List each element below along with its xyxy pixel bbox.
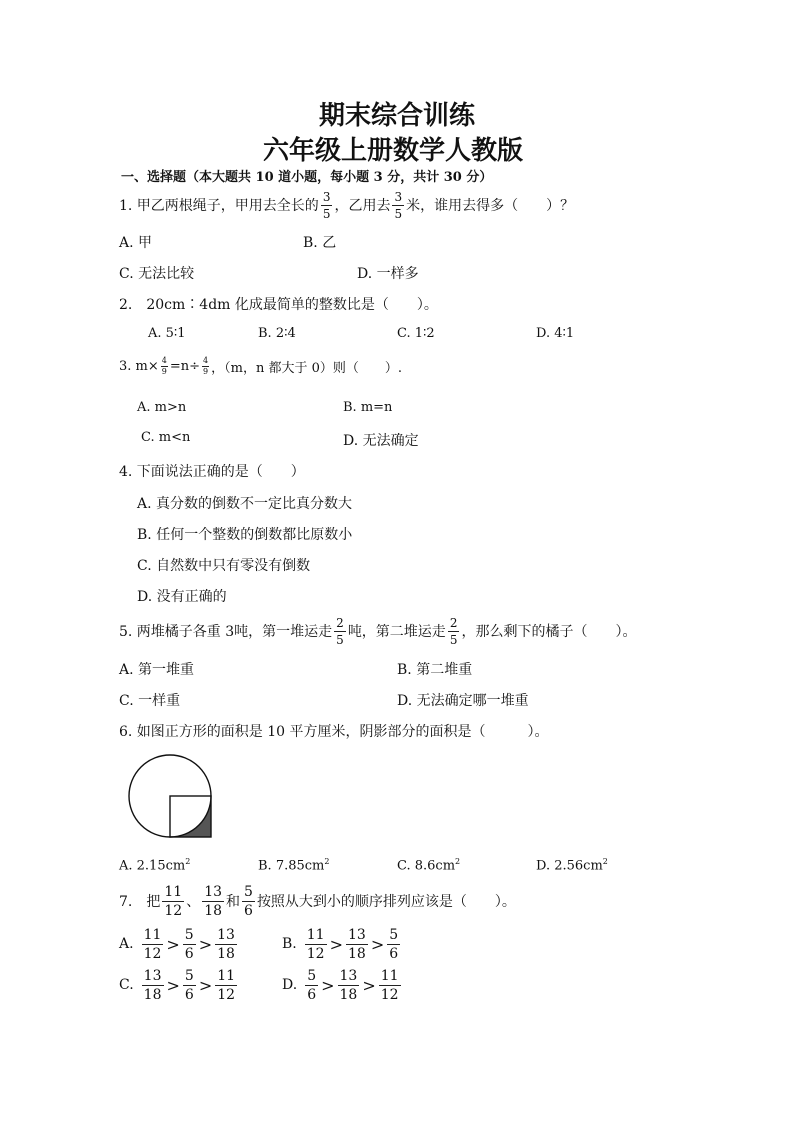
- q6-option-c[interactable]: [397, 857, 460, 873]
- option-label: B.: [282, 936, 297, 952]
- greater-than-sign: >: [321, 975, 335, 995]
- q5-fraction-2: [448, 617, 460, 646]
- superscript: 2: [602, 857, 608, 866]
- q5-fraction-1: [334, 617, 346, 646]
- numerator: 5: [184, 926, 194, 943]
- q1-fraction-2: [392, 191, 404, 220]
- q3-fraction-1: [161, 357, 168, 376]
- numerator: 2: [336, 615, 344, 630]
- option-text: D. 2.56cm: [536, 858, 603, 874]
- q7-option-b[interactable]: [282, 925, 402, 963]
- q3-option-b[interactable]: B. m=n: [343, 400, 393, 415]
- question-3-stem: [119, 352, 402, 380]
- q7-fraction-3: [242, 885, 255, 918]
- denominator: 6: [184, 986, 194, 1003]
- numerator: 11: [380, 967, 399, 984]
- q7-option-a[interactable]: [119, 925, 239, 963]
- q2-option-b[interactable]: B. 2∶4: [258, 326, 296, 341]
- q6-option-d[interactable]: [536, 857, 608, 873]
- greater-than-sign: >: [362, 975, 376, 995]
- denominator: 12: [306, 945, 325, 962]
- q6-option-b[interactable]: [258, 857, 329, 873]
- greater-than-sign: >: [166, 975, 180, 995]
- option-fraction: [305, 969, 318, 1002]
- option-fraction: [387, 928, 400, 961]
- denominator: 18: [143, 986, 162, 1003]
- denominator: 18: [347, 945, 366, 962]
- numerator: 11: [306, 926, 325, 943]
- greater-than-sign: >: [198, 975, 213, 995]
- q1-fraction-1: [321, 191, 333, 220]
- denominator: 18: [204, 902, 223, 919]
- denominator: 9: [203, 366, 209, 376]
- numerator: 13: [347, 926, 366, 943]
- option-fraction: [183, 969, 196, 1002]
- numerator: 11: [217, 967, 236, 984]
- q5-text-a: 5. 两堆橘子各重 3吨，第一堆运走: [119, 624, 333, 640]
- question-6-stem: 6. 如图正方形的面积是 10 平方厘米，阴影部分的面积是（ ）。: [119, 724, 549, 740]
- option-fraction: [142, 928, 164, 961]
- q3-option-c[interactable]: C. m<n: [141, 430, 191, 445]
- option-label: A.: [119, 936, 134, 952]
- q1-option-c[interactable]: C. 无法比较: [119, 266, 195, 282]
- q3-option-a[interactable]: A. m>n: [137, 400, 187, 415]
- q4-option-a[interactable]: A. 真分数的倒数不一定比真分数大: [137, 496, 353, 512]
- denominator: 9: [161, 366, 167, 376]
- q1-text-b: ，乙用去: [334, 198, 391, 214]
- q3-text-b: =n÷: [169, 358, 201, 374]
- q3-text-c: ，（m，n 都大于 0）则（ ）.: [211, 360, 402, 376]
- numerator: 2: [449, 615, 458, 630]
- q7-text-a: 7. 把: [119, 894, 161, 910]
- q7-separator-2: 和: [226, 894, 241, 910]
- q7-fraction-2: [202, 885, 224, 918]
- section-heading: 一、选择题（本大题共 10 道小题，每小题 3 分，共计 30 分）: [121, 170, 493, 185]
- numerator: 13: [217, 926, 235, 943]
- question-1-stem: [119, 188, 574, 222]
- denominator: 12: [380, 986, 399, 1003]
- greater-than-sign: >: [370, 934, 385, 954]
- q1-option-d[interactable]: D. 一样多: [357, 266, 419, 282]
- numerator: 13: [143, 967, 162, 984]
- q6-option-a[interactable]: [119, 857, 190, 873]
- denominator: 6: [184, 945, 194, 962]
- q7-text-b: 按照从大到小的顺序排列应该是（ ）。: [256, 894, 516, 910]
- doc-subtitle: 六年级上册数学人教版: [263, 136, 524, 166]
- denominator: 5: [336, 632, 344, 647]
- numerator: 4: [203, 355, 209, 365]
- option-fraction: [379, 969, 401, 1002]
- q2-option-c[interactable]: C. 1∶2: [397, 326, 435, 341]
- q4-option-c[interactable]: C. 自然数中只有零没有倒数: [137, 558, 311, 574]
- denominator: 12: [143, 945, 162, 962]
- denominator: 5: [322, 206, 331, 221]
- q1-option-a[interactable]: A. 甲: [119, 235, 153, 251]
- q5-text-b: 吨，第二堆运走: [347, 624, 446, 640]
- q1-text-a: 1. 甲乙两根绳子，甲用去全长的: [119, 198, 319, 214]
- q5-text-c: ，那么剩下的橘子（ ）。: [461, 624, 637, 640]
- denominator: 6: [307, 986, 317, 1003]
- doc-title: 期末综合训练: [319, 101, 476, 131]
- denominator: 5: [449, 632, 458, 647]
- option-text: A. 2.15cm: [119, 858, 186, 874]
- greater-than-sign: >: [166, 934, 180, 954]
- q1-text-c: 米，谁用去得多（ ）？: [406, 198, 575, 214]
- q4-option-d[interactable]: D. 没有正确的: [137, 589, 227, 605]
- denominator: 6: [389, 945, 399, 962]
- option-fraction: [215, 969, 237, 1002]
- numerator: 5: [307, 967, 317, 984]
- greater-than-sign: >: [198, 934, 213, 954]
- numerator: 4: [161, 355, 167, 365]
- option-label: D.: [282, 977, 298, 993]
- option-fraction: [338, 969, 360, 1002]
- numerator: 3: [394, 189, 403, 204]
- numerator: 5: [389, 926, 399, 943]
- numerator: 13: [204, 883, 223, 900]
- numerator: 5: [184, 967, 194, 984]
- q3-text-a: 3. m×: [119, 358, 159, 374]
- option-fraction: [142, 969, 164, 1002]
- q7-separator-1: 、: [186, 894, 201, 910]
- option-fraction: [305, 928, 327, 961]
- q3-fraction-2: [202, 357, 209, 376]
- denominator: 18: [217, 945, 235, 962]
- denominator: 6: [244, 902, 253, 919]
- q7-fraction-1: [162, 885, 184, 918]
- superscript: 2: [185, 857, 191, 866]
- q4-option-b[interactable]: B. 任何一个整数的倒数都比原数小: [137, 527, 353, 543]
- option-fraction: [183, 928, 196, 961]
- q2-option-a[interactable]: A. 5∶1: [148, 326, 186, 341]
- option-fraction: [215, 928, 237, 961]
- question-2-stem: 2. 20cm∶4dm 化成最简单的整数比是（ ）。: [119, 297, 438, 313]
- option-label: C.: [119, 977, 134, 993]
- question-7-stem: [119, 882, 516, 920]
- numerator: 13: [339, 967, 358, 984]
- superscript: 2: [324, 857, 330, 866]
- q2-option-d[interactable]: D. 4∶1: [536, 326, 575, 341]
- denominator: 18: [339, 986, 358, 1003]
- numerator: 5: [244, 883, 253, 900]
- greater-than-sign: >: [329, 934, 343, 954]
- denominator: 12: [217, 986, 236, 1003]
- q5-option-a[interactable]: A. 第一堆重: [119, 662, 195, 678]
- q7-option-c[interactable]: [119, 966, 239, 1004]
- numerator: 11: [143, 926, 162, 943]
- q3-option-d[interactable]: D. 无法确定: [343, 433, 419, 449]
- q5-option-d[interactable]: D. 无法确定哪一堆重: [397, 693, 529, 709]
- numerator: 11: [164, 883, 183, 900]
- q5-option-c[interactable]: C. 一样重: [119, 693, 181, 709]
- superscript: 2: [455, 857, 461, 866]
- q1-option-b[interactable]: B. 乙: [303, 235, 337, 251]
- option-text: B. 7.85cm: [258, 858, 325, 874]
- q5-option-b[interactable]: B. 第二堆重: [397, 662, 473, 678]
- question-4-stem: 4. 下面说法正确的是（ ）: [119, 464, 305, 480]
- circle-square-figure: [126, 752, 216, 842]
- q7-option-d[interactable]: [282, 966, 403, 1004]
- numerator: 3: [322, 189, 331, 204]
- option-fraction: [346, 928, 368, 961]
- denominator: 12: [164, 902, 183, 919]
- option-text: C. 8.6cm: [397, 858, 456, 874]
- denominator: 5: [394, 206, 403, 221]
- question-5-stem: [119, 613, 636, 649]
